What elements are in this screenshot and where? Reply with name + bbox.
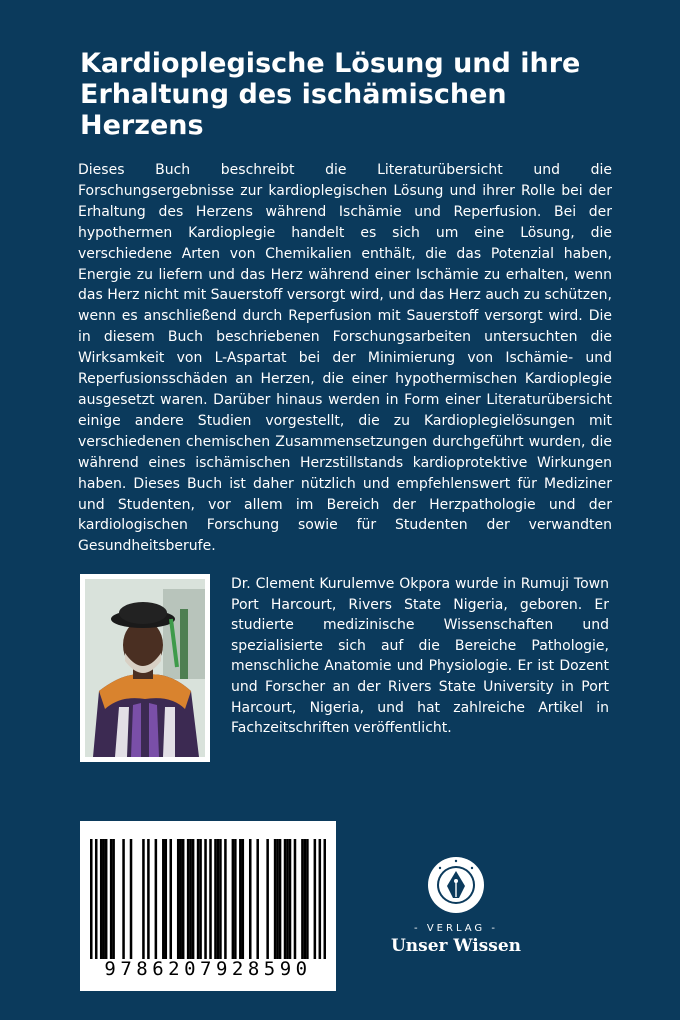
barcode-bar [182,839,185,959]
barcode-bar [147,839,150,959]
barcode-bar [224,839,227,959]
barcode-bar [314,839,317,959]
author-portrait-image [85,579,205,757]
barcode-bar [239,839,242,959]
barcode-bar [301,839,304,959]
author-biography: Dr. Clement Kurulemve Okpora wurde in Rumuji Town Port Harcourt, Rivers State Nigeria, geboren. Er studierte medizinische Wissenschaften und spezialisierte sich auf die Bereiche Pathologie, menschliche Anatomie und Physiologie. Er ist Dozent und Forscher an der Rivers State University in Port Harcourt, Nigeria, und hat zahlreiche Artikel in Fachzeitschriften veröffentlicht. [231,576,609,737]
barcode-bar [169,839,172,959]
barcode-bar [142,839,145,959]
barcode-bar [100,839,103,959]
barcode-bar [110,839,113,959]
barcode-bar [179,839,182,959]
author-photo-frame [80,574,210,762]
barcode-bar [177,839,180,959]
barcode-bar [122,839,125,959]
barcode-bars [90,839,326,959]
barcode-bar [197,839,200,959]
barcode-bar [234,839,237,959]
barcode-bar [324,839,326,959]
publisher-name: Unser Wissen [390,936,521,956]
book-description: Dieses Buch beschreibt die Literaturübersicht und die Forschungsergebnisse zur kardioplegischen Lösung und ihrer Rolle bei der Erhaltung des Herzens während Ischämie und Reperfusion. Bei der hypothermen Kardioplegie handelt es sich um eine Lösung, die verschiedene Arten von Chemikalien enthält, die das Potenzial haben, Energie zu liefern und das Herz während einer Ischämie zu erhalten, wenn das Herz nicht mit Sauerstoff versorgt wird, und das Herz auch zu schützen, wenn es anschließend durch Reperfusion mit Sauerstoff versorgt wird. Die in diesem Buch beschriebenen Forschungsarbeiten untersuchten die Wirksamkeit von L-Aspartat bei der Minimierung von Ischämie- und Reperfusionsschäden an Herzen, die einer hypothermischen Kardioplegie ausgesetzt waren. Darüber hinaus werden in Form einer Literaturübersicht einige andere Studien vorgestellt, die zu Kardioplegielösungen mit verschiedenen chemischen Zusammensetzungen durchgeführt wurden, die während eines ischämischen Herzstillstands kardioprotektive Wirkungen haben. Dieses Buch ist daher nützlich und empfehlenswert für Mediziner und Studenten, vor allem im Bereich der Herzpathologie und der kardiologischen Forschung sowie für Studenten der verwandten Gesundheitsberufe. [78,162,612,555]
barcode-bar [214,839,217,959]
barcode-bar [289,839,292,959]
barcode-bar [162,839,165,959]
barcode-bar [192,839,195,959]
barcode-bar [294,839,297,959]
barcode-bar [102,839,105,959]
fountain-pen-nib-icon [426,855,486,915]
barcode-bar [187,839,190,959]
barcode-bar [266,839,269,959]
barcode-bar [209,839,212,959]
barcode-bar [219,839,222,959]
barcode-bar [304,839,307,959]
barcode-bar [165,839,168,959]
barcode-bar [249,839,252,959]
barcode-bar [279,839,282,959]
barcode-bar [204,839,207,959]
barcode-bar [199,839,202,959]
barcode-bar [90,839,93,959]
barcode-bar [232,839,235,959]
barcode-bar [274,839,277,959]
barcode-bar [284,839,287,959]
barcode-bar [217,839,220,959]
barcode-bar [319,839,322,959]
barcode-bar [242,839,245,959]
barcode-bar [306,839,309,959]
book-title: Kardioplegische Lösung und ihre Erhaltung des ischämischen Herzens [80,48,581,141]
barcode-bar [95,839,98,959]
barcode-bar [155,839,158,959]
barcode-bar [130,839,133,959]
barcode-bar [189,839,192,959]
author-photo [85,579,205,757]
barcode-bar [286,839,289,959]
isbn-number: 9786207928590 [104,958,312,980]
publisher-logo [386,855,526,956]
barcode-bar [112,839,115,959]
publisher-verlag-label: - VERLAG - [414,923,498,934]
barcode-bar [105,839,108,959]
isbn-barcode [80,821,336,991]
barcode-bar [276,839,279,959]
barcode-bar [256,839,259,959]
